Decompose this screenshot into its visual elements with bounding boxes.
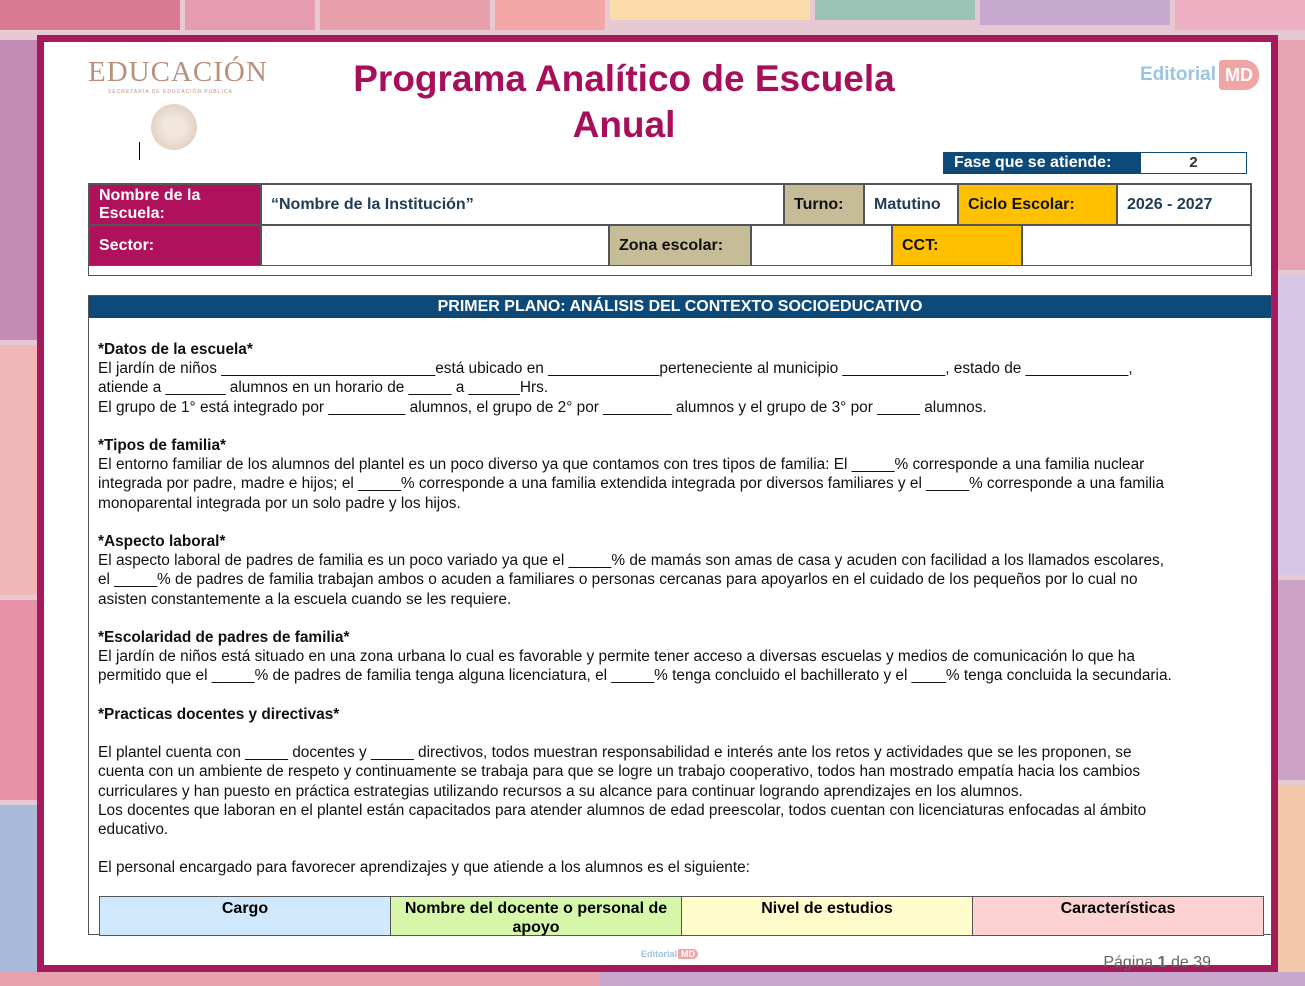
cct-label: CCT:: [892, 225, 1022, 266]
bg-tile: [1278, 275, 1305, 575]
laboral-title: *Aspecto laboral*: [98, 533, 226, 550]
staff-table-header: [99, 896, 1264, 936]
national-seal-icon: [151, 104, 197, 150]
page-of: de: [1170, 954, 1189, 971]
personal-intro: El personal encargado para favorecer aprendizajes y que atiende a los alumnos es el siguiente:: [98, 859, 750, 877]
editorial-md-logo: [1140, 60, 1259, 90]
practicas-title: *Practicas docentes y directivas*: [98, 705, 340, 723]
ciclo-label: Ciclo Escolar:: [958, 184, 1117, 225]
staff-header-cargo: Cargo: [100, 897, 391, 935]
familia-line: integrada por padre, madre e hijos; el _____% corresponde a una familia extendida integrada por diversos familiares y el _____% corresponde a una familia: [98, 475, 1165, 493]
practicas-line: curriculares y han puesto en práctica estrategias utilizando recursos a su alcance para continuar logrando aprendizajes en los alumnos.: [98, 782, 1023, 800]
page-number: [1103, 954, 1211, 972]
datos-line: atiende a _______ alumnos en un horario de _____ a ______Hrs.: [98, 379, 549, 397]
bg-tile: [0, 345, 37, 595]
staff-header-nombre: Nombre del docente o personal de apoyo: [391, 897, 682, 935]
practicas-line: El plantel cuenta con _____ docentes y _____ directivos, todos muestran responsabilidad e interés ante los retos y actividades que se les proponen, se: [98, 744, 1132, 762]
practicas-line: Los docentes que laboran en el plantel están capacitados para atender alumnos de edad preescolar, todos cuentan con licenciaturas enfocadas al ámbito: [98, 801, 1147, 819]
bg-tile: [610, 0, 810, 20]
bg-tile: [600, 972, 1305, 986]
bg-tile: [815, 0, 975, 20]
bg-tile: [320, 0, 490, 30]
practicas-line: cuenta con un ambiente de respeto y continuamente se trabaja para que se logre un trabajo cooperativo, todos han mostrado empatía hacia los cambios: [98, 763, 1141, 781]
staff-header-nivel: Nivel de estudios: [682, 897, 973, 935]
nombre-value[interactable]: “Nombre de la Institución”: [261, 184, 784, 225]
staff-header-caracteristicas: Características: [973, 897, 1263, 935]
fase-value[interactable]: 2: [1189, 154, 1198, 171]
zona-value[interactable]: [751, 225, 892, 266]
escolaridad-line: El jardín de niños está situado en una zona urbana lo cual es favorable y permite tener acceso a diversas escuelas y medios de comunicación lo que ha: [98, 648, 1135, 666]
bg-tile: [1278, 40, 1305, 270]
education-logo-text: EDUCACIÓN: [88, 56, 268, 88]
nombre-label: Nombre de la Escuela:: [89, 184, 261, 225]
bg-tile: [0, 972, 600, 986]
school-info-table: [88, 183, 1252, 276]
education-logo: [88, 56, 268, 95]
turno-value[interactable]: Matutino: [864, 184, 958, 225]
bg-tile: [1278, 785, 1305, 986]
datos-line: El grupo de 1° está integrado por _________ alumnos, el grupo de 2° por ________ alumnos y el grupo de 3° por _____ alumnos.: [98, 398, 987, 416]
md-badge-icon: MD: [1219, 60, 1259, 90]
footer-md-badge-icon: MD: [678, 949, 698, 959]
escolaridad-title: *Escolaridad de padres de familia*: [98, 629, 350, 646]
laboral-line: el _____% de padres de familia trabajan ambos o acuden a familiares o personas cercanas para apoyarlos en el cuidado de los pequeños por lo cual no: [98, 571, 1138, 589]
bg-tile: [0, 40, 37, 340]
page-current: 1: [1157, 954, 1167, 971]
bg-tile: [980, 0, 1170, 25]
turno-label: Turno:: [784, 184, 864, 225]
document-page: [37, 35, 1278, 972]
context-section: [88, 295, 1272, 935]
bg-tile: [0, 805, 37, 986]
section-content[interactable]: [98, 340, 1262, 878]
sector-value[interactable]: [261, 225, 609, 266]
practicas-line: educativo.: [98, 821, 169, 838]
page-total: 39: [1193, 954, 1211, 971]
datos-title: *Datos de la escuela*: [98, 341, 253, 358]
zona-label: Zona escolar:: [609, 225, 751, 266]
section-title: PRIMER PLANO: ANÁLISIS DEL CONTEXTO SOCIOEDUCATIVO: [89, 296, 1271, 318]
editorial-logo-text: Editorial: [1139, 64, 1216, 85]
familia-line: El entorno familiar de los alumnos del plantel es un poco diverso ya que contamos con tres tipos de familia: El _____% corresponde a una familia nuclear: [98, 456, 1145, 474]
escolaridad-line: permitido que el _____% de padres de familia tenga alguna licenciatura, el _____% tenga concluido el bachillerato y el ____% tenga concluida la secundaria.: [98, 667, 1172, 685]
bg-tile: [0, 0, 180, 30]
bg-tile: [495, 0, 605, 30]
familia-title: *Tipos de familia*: [98, 437, 227, 454]
cct-value[interactable]: [1022, 225, 1251, 266]
bg-tile: [1175, 0, 1305, 30]
bg-tile: [185, 0, 315, 30]
education-logo-subtitle: SECRETARÍA DE EDUCACIÓN PÚBLICA: [108, 89, 233, 95]
text-cursor: [139, 142, 140, 160]
sector-label: Sector:: [89, 225, 261, 266]
familia-line: monoparental integrada por un solo padre y los hijos.: [98, 494, 461, 512]
laboral-line: El aspecto laboral de padres de familia es un poco variado ya que el _____% de mamás son amas de casa y acuden con facilidad a los llamados escolares,: [98, 552, 1165, 570]
page-title: Programa Analítico de Escuela Anual: [353, 58, 895, 145]
fase-box: [943, 152, 1247, 174]
fase-label: Fase que se atiende:: [944, 153, 1141, 173]
footer-editorial-text: Editorial: [641, 949, 678, 959]
bg-tile: [1278, 580, 1305, 780]
ciclo-value[interactable]: 2026 - 2027: [1117, 184, 1251, 225]
laboral-line: asisten constantemente a la escuela cuando se les requiere.: [98, 590, 512, 608]
datos-line: El jardín de niños _________________________está ubicado en _____________perteneciente al municipio ____________, estado de ____________,: [98, 360, 1133, 378]
bg-tile: [0, 600, 37, 800]
footer-editorial-logo: [641, 949, 698, 959]
page-label: Página: [1103, 954, 1154, 971]
